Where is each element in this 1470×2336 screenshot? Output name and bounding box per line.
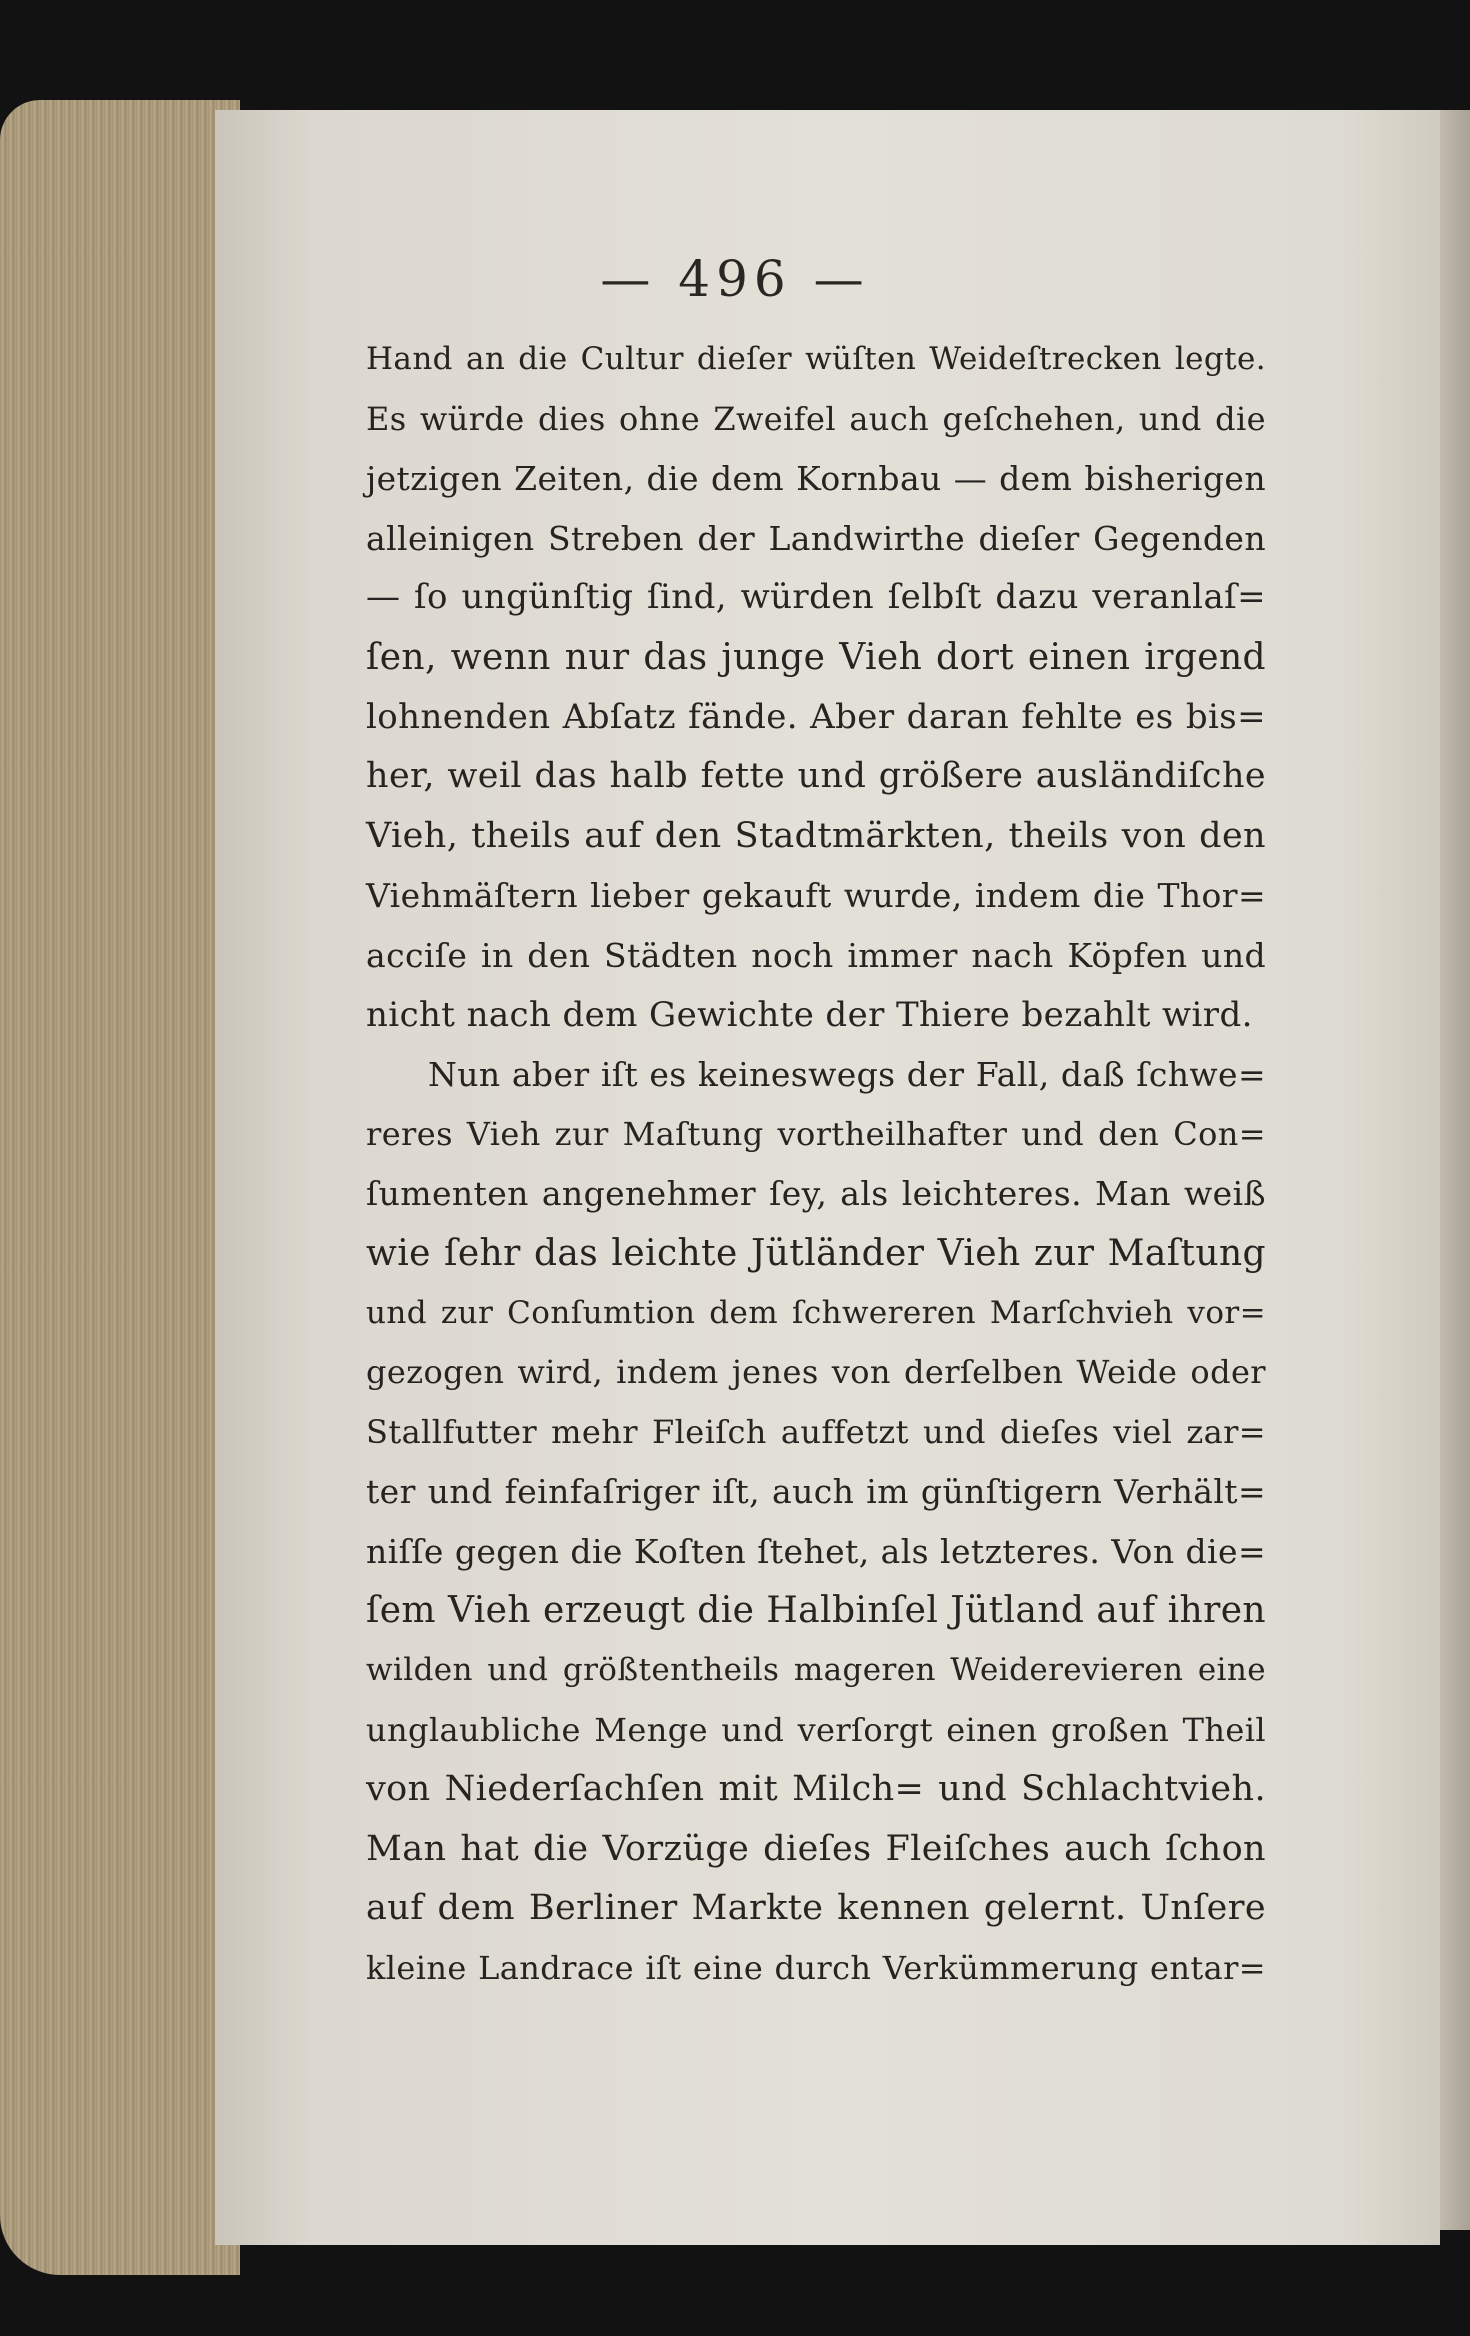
page-number: — 496 — (600, 250, 870, 308)
text-line: alleinigen Streben der Landwirthe dieſer Gegenden (366, 518, 1266, 558)
text-line: Vieh, theils auf den Stadtmärkten, theils von den (366, 815, 1266, 856)
text-line: Viehmäſtern lieber gekauft wurde, indem die Thor= (366, 876, 1266, 916)
text-line: kleine Landrace iſt eine durch Verkümmerung entar= (366, 1949, 1266, 1988)
body-text (366, 330, 1266, 1999)
text-line: Man hat die Vorzüge dieſes Fleiſches auch ſchon (366, 1828, 1266, 1869)
text-line: Hand an die Cultur dieſer wüſten Weideſtrecken legte. (366, 341, 1266, 377)
text-line: reres Vieh zur Maſtung vortheilhafter und den Con= (366, 1114, 1266, 1153)
text-line: jetzigen Zeiten, die dem Kornbau — dem bisherigen (366, 459, 1266, 499)
text-line: nicht nach dem Gewichte der Thiere bezahlt wird. (366, 994, 1253, 1035)
text-line: ſumenten angenehmer ſey, als leichteres. Man weiß (366, 1174, 1266, 1214)
text-line: lohnenden Abſatz fände. Aber daran fehlte es bis= (366, 696, 1266, 737)
page-edges-left (0, 100, 240, 2275)
text-line: von Niederſachſen mit Milch= und Schlachtvieh. (366, 1769, 1266, 1810)
text-line: wie ſehr das leichte Jütländer Vieh zur Maſtung (366, 1232, 1266, 1274)
text-line: wilden und größtentheils mageren Weiderevieren eine (366, 1652, 1266, 1689)
text-line: — ſo ungünſtig ſind, würden ſelbſt dazu veranlaſ= (366, 577, 1266, 618)
text-line: ter und feinfaſriger iſt, auch im günſtigern Verhält= (366, 1472, 1266, 1512)
text-line: ſen, wenn nur das junge Vieh dort einen irgend (366, 636, 1266, 678)
text-line: gezogen wird, indem jenes von derſelben Weide oder (366, 1353, 1266, 1392)
text-line: Es würde dies ohne Zweifel auch geſchehen, und die (366, 399, 1266, 438)
text-line: und zur Conſumtion dem ſchwereren Marſchvieh vor= (366, 1294, 1266, 1331)
text-line: her, weil das halb fette und größere ausländiſche (366, 756, 1266, 797)
text-line: ſem Vieh erzeugt die Halbinſel Jütland auf ihren (366, 1590, 1266, 1632)
text-line: acciſe in den Städten noch immer nach Köpfen und (366, 935, 1266, 975)
text-line: unglaubliche Menge und verſorgt einen großen Theil (366, 1710, 1266, 1749)
text-line: Nun aber iſt es keineswegs der Fall, daß ſchwe= (428, 1055, 1266, 1095)
text-line: auf dem Berliner Markte kennen gelernt. Unſere (366, 1888, 1266, 1929)
text-line: niſſe gegen die Koſten ſtehet, als letzteres. Von die= (366, 1531, 1266, 1571)
text-line: Stallfutter mehr Fleiſch auffetzt und dieſes viel zar= (366, 1412, 1266, 1451)
